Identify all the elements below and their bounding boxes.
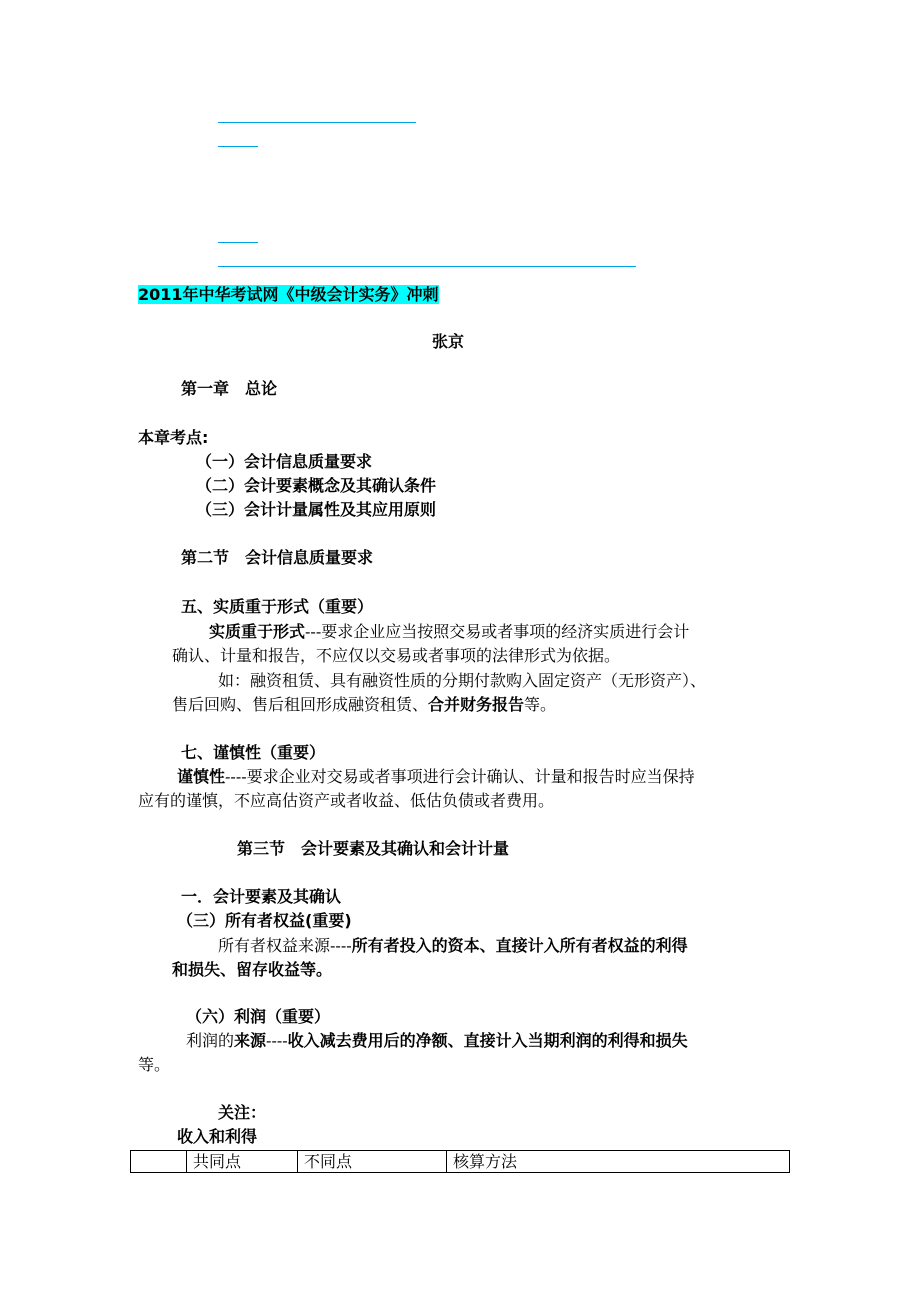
item-7-heading: 七、谨慎性（重要）	[181, 743, 326, 762]
example-text-c: 等。	[524, 695, 557, 714]
table-title: 收入和利得	[177, 1127, 258, 1146]
equity-line-2: 和损失、留存收益等。	[172, 960, 333, 979]
table-header-common: 共同点	[187, 1151, 298, 1173]
link-underline-3[interactable]	[218, 242, 258, 243]
item-5-example-line-1: 如：融资租赁、具有融资性质的分期付款购入固定资产（无形资产）、	[218, 671, 707, 690]
chapter-heading: 第一章 总论	[181, 379, 278, 398]
profit-lead-a: 利润的	[186, 1031, 235, 1050]
key-point-1: （一）会计信息质量要求	[196, 452, 373, 471]
table-header-method: 核算方法	[447, 1151, 790, 1173]
table-header-difference: 不同点	[298, 1151, 447, 1173]
table-header-row	[131, 1151, 790, 1173]
example-text-a: 售后回购、售后租回形成融资租赁、	[172, 695, 429, 714]
item-7-definition-line-1	[177, 766, 695, 788]
item-5-def-text: ---要求企业应当按照交易或者事项的经济实质进行会计	[305, 622, 690, 641]
profit-heading: （六）利润（重要）	[186, 1007, 331, 1026]
profit-lead-bold: 来源	[234, 1031, 267, 1050]
author: 张京	[432, 332, 465, 351]
section-3-sub-1: 一．会计要素及其确认	[181, 887, 342, 906]
item-5-term: 实质重于形式	[209, 622, 306, 641]
title-highlighted: 2011年中华考试网《中级会计实务》冲刺	[138, 285, 439, 304]
equity-line-1	[218, 935, 688, 957]
profit-line-1	[186, 1030, 688, 1052]
key-point-2: （二）会计要素概念及其确认条件	[196, 476, 437, 495]
attention-label: 关注：	[218, 1103, 267, 1122]
link-underline-2[interactable]	[218, 146, 258, 147]
link-underline-1[interactable]	[218, 122, 416, 123]
item-7-definition-line-2: 应有的谨慎，不应高估资产或者收益、低估负债或者费用。	[138, 791, 555, 810]
section-3-heading: 第三节 会计要素及其确认和会计计量	[237, 839, 510, 858]
profit-lead-c: ----	[266, 1031, 288, 1050]
item-7-term: 谨慎性	[177, 767, 226, 786]
profit-bold-1: 收入减去费用后的净额、直接计入当期利润的利得和损失	[287, 1031, 688, 1050]
equity-heading: （三）所有者权益(重要)	[177, 911, 352, 930]
item-5-example-line-2	[172, 694, 556, 716]
profit-line-2: 等。	[138, 1055, 171, 1074]
item-7-def-text: ----要求企业对交易或者事项进行会计确认、计量和报告时应当保持	[225, 767, 695, 786]
income-gains-table	[130, 1150, 790, 1173]
item-5-definition-line-2: 确认、计量和报告，不应仅以交易或者事项的法律形式为依据。	[172, 646, 621, 665]
example-bold: 合并财务报告	[428, 695, 525, 714]
key-points-heading: 本章考点:	[138, 428, 209, 447]
table-header-blank	[131, 1151, 187, 1173]
key-point-3: （三）会计计量属性及其应用原则	[196, 500, 437, 519]
item-5-heading: 五、实质重于形式（重要）	[181, 597, 374, 616]
document-title	[138, 284, 439, 306]
equity-lead: 所有者权益来源----	[218, 936, 352, 955]
link-underline-4[interactable]	[218, 266, 636, 267]
equity-bold-1: 所有者投入的资本、直接计入所有者权益的利得	[351, 936, 688, 955]
item-5-definition-line-1	[209, 621, 689, 643]
section-2-heading: 第二节 会计信息质量要求	[181, 548, 374, 567]
